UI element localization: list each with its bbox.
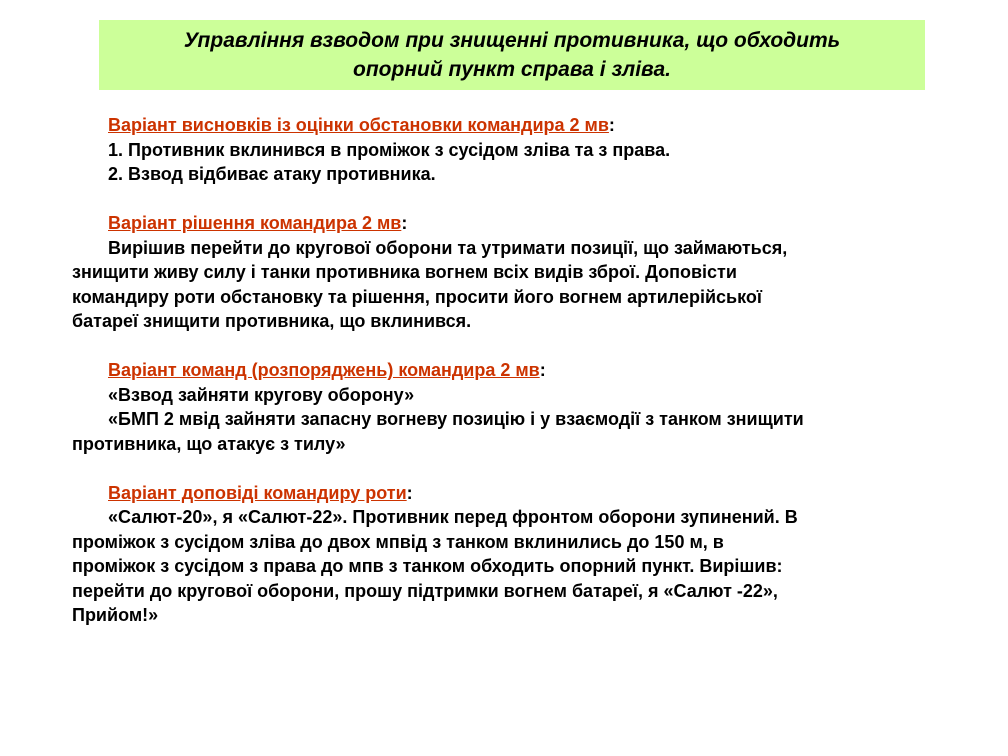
text-line: 1. Противник вклинився в проміжок з сусідом зліва та з права. xyxy=(108,139,671,160)
commands-heading: Варіант команд (розпоряджень) командира 2 мв xyxy=(108,360,540,380)
text-line: «Взвод зайняти кругову оборону» xyxy=(108,384,415,405)
report-heading: Варіант доповіді командиру роти xyxy=(108,482,407,503)
text-line: «БМП 2 мвід зайняти запасну вогневу позицію і у взаємодії з танком знищити xyxy=(108,409,804,429)
text-line: перейти до кругової оборони, прошу підтримки вогнем батареї, я «Салют -22», xyxy=(72,580,778,601)
section-decision xyxy=(72,211,972,334)
section-commands xyxy=(72,358,972,456)
slide-title xyxy=(99,20,925,90)
text-line: батареї знищити противника, що вклинився. xyxy=(72,311,472,331)
decision-heading: Варіант рішення командира 2 мв xyxy=(108,213,402,233)
text-line: знищити живу силу і танки противника вогнем всіх видів зброї. Доповісти xyxy=(72,262,737,282)
section-conclusions xyxy=(72,113,972,187)
text-line: «Салют-20», я «Салют-22». Противник перед фронтом оборони зупинений. В xyxy=(108,507,798,527)
title-line-1: Управління взводом при знищенні противника, що обходить xyxy=(183,29,841,52)
text-line: Вирішив перейти до кругової оборони та утримати позиції, що займаються, xyxy=(108,237,788,258)
slide-body xyxy=(72,113,972,652)
section-heading: Варіант доповіді командиру роти: xyxy=(108,482,413,503)
text-line: командиру роти обстановку та рішення, просити його вогнем артилерійської xyxy=(72,286,762,307)
title-line-2: опорний пункт справа і зліва. xyxy=(353,58,671,81)
section-report xyxy=(72,481,972,628)
section-heading: Варіант команд (розпоряджень) командира 2 мв: xyxy=(108,360,546,380)
text-line: противника, що атакує з тилу» xyxy=(72,433,346,454)
conclusions-heading: Варіант висновків із оцінки обстановки командира 2 мв xyxy=(108,115,609,135)
section-heading: Варіант рішення командира 2 мв: xyxy=(108,213,408,233)
text-line: проміжок з сусідом з права до мпв з танком обходить опорний пункт. Вирішив: xyxy=(72,556,783,576)
section-heading: Варіант висновків із оцінки обстановки командира 2 мв: xyxy=(108,115,615,135)
text-line: Прийом!» xyxy=(72,605,159,625)
text-line: проміжок з сусідом зліва до двох мпвід з танком вклинились до 150 м, в xyxy=(72,531,724,552)
text-line: 2. Взвод відбиває атаку противника. xyxy=(108,164,436,184)
